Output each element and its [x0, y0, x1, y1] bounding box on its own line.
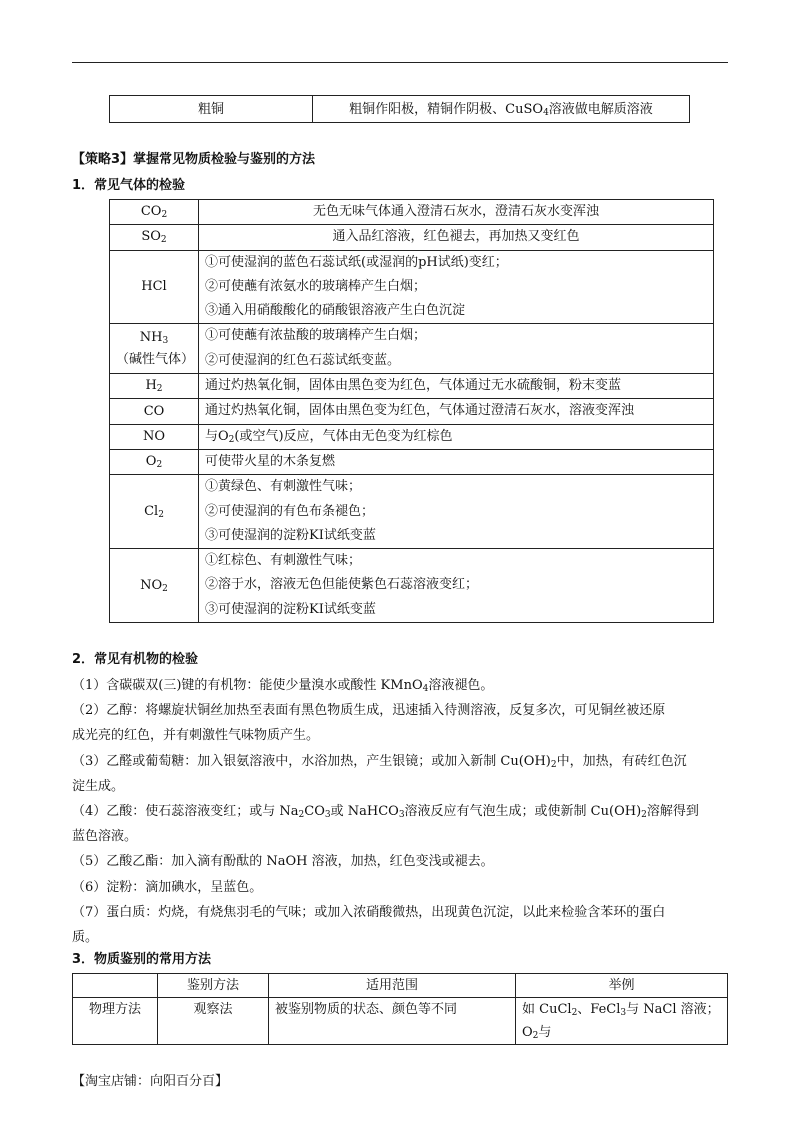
- test-line: 通入品红溶液，红色褪去，再加热又变红色: [332, 229, 580, 245]
- gas-test-cell: [199, 225, 714, 250]
- gas-name-cell: HCl: [110, 250, 199, 324]
- column-header: 鉴别方法: [158, 974, 269, 998]
- test-line: ②可使湿润的有色布条褪色；: [205, 503, 375, 519]
- gas-row: [110, 225, 714, 250]
- usage-cell: 粗铜作阳极，精铜作阴极、CuSO$_4$溶液做电解质溶液: [313, 96, 690, 123]
- table-cell: 被鉴别物质的状态、颜色等不同: [269, 998, 516, 1045]
- strategy-heading: 【策略3】掌握常见物质检验与鉴别的方法: [72, 152, 316, 167]
- organic-text-line: 淀生成。: [72, 778, 125, 794]
- test-line: ③可使湿润的淀粉KI试纸变蓝: [205, 601, 376, 617]
- organic-text-line: 质。: [72, 930, 99, 945]
- organic-text-line: （4）乙酸：使石蕊溶液变红；或与 $Na_2CO_3$或 NaHCO$_3$溶液反应有气泡生成；或使新制 $Cu(OH)_2$溶解得到: [72, 804, 699, 820]
- table-cell: 如 CuCl$_2$、FeCl$_3$与 NaCl 溶液；$O_2$与: [516, 998, 728, 1045]
- gas-test-cell: [199, 424, 714, 449]
- column-header: [73, 974, 158, 998]
- test-line: ②溶于水，溶液无色但能使紫色石蕊溶液变红；: [205, 577, 479, 593]
- organic-text-line: （5）乙酸乙酯：加入滴有酚酞的 NaOH 溶液，加热，红色变浅或褪去。: [72, 854, 494, 870]
- test-line: ①黄绿色、有刺激性气味；: [205, 479, 362, 495]
- gas-test-cell: [199, 399, 714, 424]
- test-line: ②可使湿润的红色石蕊试纸变蓝。: [205, 352, 401, 368]
- gas-name-cell: $SO_2$: [110, 225, 199, 250]
- test-line: 通过灼热氧化铜，固体由黑色变为红色，气体通过澄清石灰水，溶液变浑浊: [205, 403, 635, 419]
- gas-name-cell: $H_2$: [110, 374, 199, 399]
- gas-name-cell: $NO_2$: [110, 549, 199, 623]
- test-line: 无色无味气体通入澄清石灰水，澄清石灰水变浑浊: [312, 204, 599, 219]
- gas-name-cell: $CO_2$: [110, 200, 199, 225]
- test-line: ②可使蘸有浓氨水的玻璃棒产生白烟；: [205, 278, 427, 294]
- test-line: 通过灼热氧化铜，固体由黑色变为红色，气体通过无水硫酸铜，粉末变蓝: [205, 378, 622, 394]
- table-header-row: [73, 974, 728, 998]
- gas-row: [110, 324, 714, 374]
- test-line: ①可使蘸有浓盐酸的玻璃棒产生白烟；: [205, 328, 427, 344]
- section-heading-gas: 1．常见气体的检验: [72, 178, 186, 193]
- gas-name-cell: $NH_3$ （碱性气体）: [110, 324, 199, 374]
- test-line: 可使带火星的木条复燃: [205, 453, 336, 469]
- gas-test-cell: [199, 449, 714, 474]
- gas-row: [110, 549, 714, 623]
- gas-row: [110, 250, 714, 324]
- gas-test-cell: [199, 250, 714, 324]
- organic-text-line: 蓝色溶液。: [72, 829, 138, 845]
- column-header: 适用范围: [269, 974, 516, 998]
- organic-text-line: （7）蛋白质：灼烧，有烧焦羽毛的气味；或加入浓硝酸微热，出现黄色沉淀，以此来检验含苯环的蛋白: [72, 904, 666, 920]
- test-line: ③通入用硝酸酸化的硝酸银溶液产生白色沉淀: [205, 303, 466, 319]
- gas-name-cell: NO: [110, 424, 199, 449]
- gas-row: [110, 399, 714, 424]
- table-row: [110, 96, 690, 123]
- test-line: ③可使湿润的淀粉KI试纸变蓝: [205, 527, 376, 543]
- electrolysis-table: [109, 95, 690, 123]
- gas-row: [110, 449, 714, 474]
- table-row: [73, 998, 728, 1045]
- column-header: 举例: [516, 974, 728, 998]
- gas-row: [110, 424, 714, 449]
- gas-row: [110, 200, 714, 225]
- organic-text-line: 成光亮的红色，并有刺激性气味物质产生。: [72, 728, 320, 744]
- organic-text-line: （6）淀粉：滴加碘水，呈蓝色。: [72, 879, 263, 895]
- gas-row: [110, 374, 714, 399]
- section-heading-organic: 2．常见有机物的检验: [72, 652, 199, 667]
- section-heading-methods: 3．物质鉴别的常用方法: [72, 952, 212, 967]
- gas-detection-table: [109, 199, 714, 623]
- organic-text-line: （1）含碳碳双(三)键的有机物：能使少量溴水或酸性 KMnO$_4$溶液褪色。: [72, 678, 494, 694]
- header-rule: [72, 62, 728, 63]
- gas-test-cell: [199, 374, 714, 399]
- gas-test-cell: [199, 324, 714, 374]
- test-line: ①可使湿润的蓝色石蕊试纸(或湿润的pH试纸)变红；: [205, 254, 508, 270]
- material-cell: 粗铜: [110, 96, 313, 123]
- gas-name-cell: $Cl_2$: [110, 475, 199, 549]
- gas-name-cell: CO: [110, 399, 199, 424]
- gas-row: [110, 475, 714, 549]
- gas-test-cell: [199, 200, 714, 225]
- gas-test-cell: [199, 549, 714, 623]
- identification-methods-table: [72, 973, 728, 1045]
- footer-shop: 【淘宝店铺：向阳百分百】: [72, 1074, 229, 1089]
- table-cell: 观察法: [158, 998, 269, 1045]
- gas-test-cell: [199, 475, 714, 549]
- organic-text-line: （2）乙醇：将螺旋状铜丝加热至表面有黑色物质生成，迅速插入待测溶液，反复多次，可见铜丝被还原: [72, 703, 666, 719]
- table-cell: 物理方法: [73, 998, 158, 1045]
- test-line: ①红棕色、有刺激性气味；: [205, 553, 362, 569]
- gas-name-cell: $O_2$: [110, 449, 199, 474]
- organic-text-line: （3）乙醛或葡萄糖：加入银氨溶液中，水浴加热，产生银镜；或加入新制 $Cu(OH)_2$中，加热，有砖红色沉: [72, 753, 687, 770]
- test-line: 与$O_2$(或空气)反应，气体由无色变为红棕色: [205, 428, 453, 445]
